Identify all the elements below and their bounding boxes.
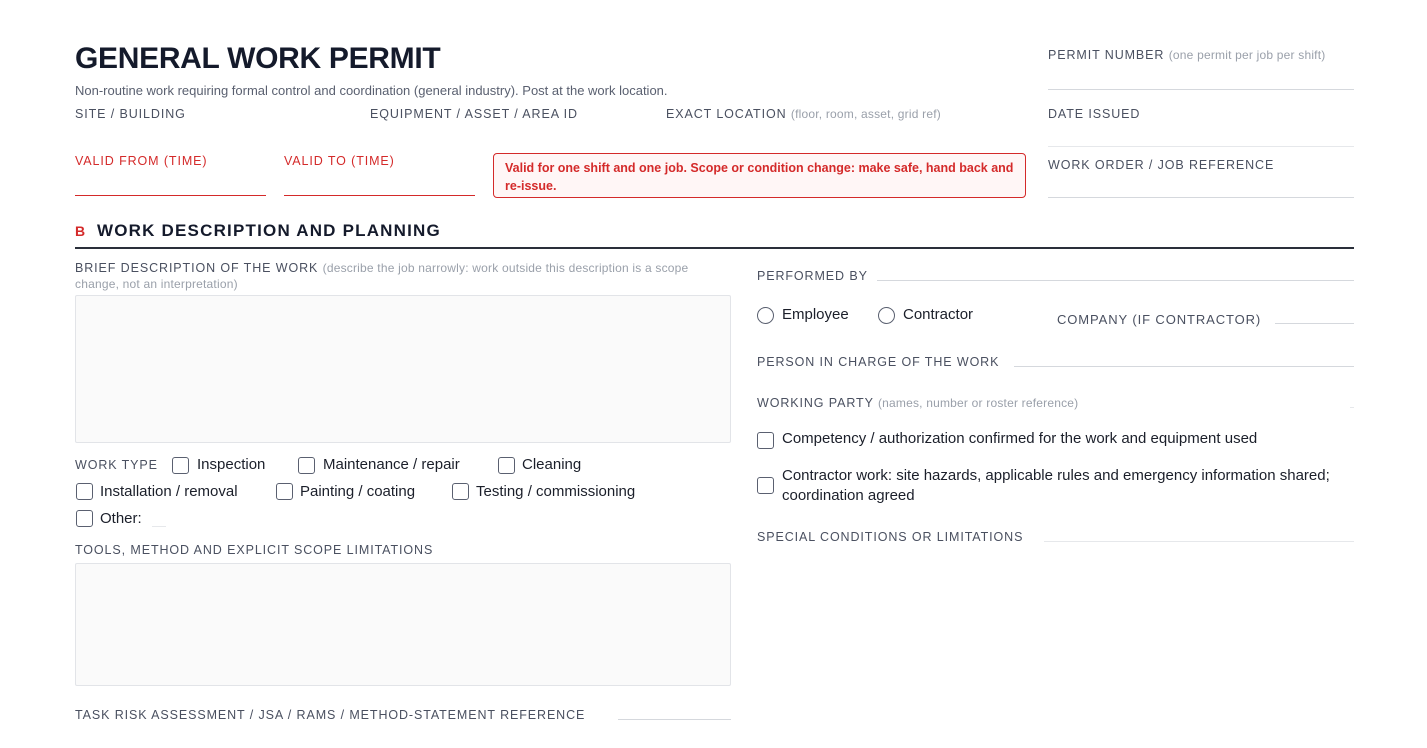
valid-to-field[interactable] bbox=[284, 195, 475, 196]
work-type-testing-checkbox[interactable] bbox=[452, 483, 469, 500]
work-type-cleaning-checkbox[interactable] bbox=[498, 457, 515, 474]
permit-number-field[interactable] bbox=[1048, 89, 1354, 90]
work-type-option: Testing / commissioning bbox=[476, 483, 636, 500]
work-order-field[interactable] bbox=[1048, 197, 1354, 198]
work-type-option: Installation / removal bbox=[100, 483, 238, 500]
work-type-other-checkbox[interactable] bbox=[76, 510, 93, 527]
contractor-coordination-label: Contractor work: site hazards, applicable rules and emergency information shared; coordination agreed bbox=[782, 467, 1330, 504]
working-party-field[interactable] bbox=[1350, 407, 1354, 408]
work-type-option: Other: bbox=[100, 510, 142, 527]
risk-assessment-label: TASK RISK ASSESSMENT / JSA / RAMS / METHOD-STATEMENT REFERENCE bbox=[75, 708, 586, 722]
special-conditions-label: SPECIAL CONDITIONS OR LIMITATIONS bbox=[757, 530, 1024, 544]
work-type-option: Inspection bbox=[197, 456, 266, 473]
company-field[interactable] bbox=[1275, 323, 1354, 324]
work-type-option: Maintenance / repair bbox=[323, 456, 460, 473]
contractor-coordination-checkbox[interactable] bbox=[757, 477, 774, 494]
tools-method-label: TOOLS, METHOD AND EXPLICIT SCOPE LIMITATIONS bbox=[75, 543, 434, 557]
permit-number-label: PERMIT NUMBER (one permit per job per shift) bbox=[1048, 48, 1326, 62]
location-label: EXACT LOCATION (floor, room, asset, grid ref) bbox=[666, 107, 941, 121]
competency-checkbox[interactable] bbox=[757, 432, 774, 449]
section-title: WORK DESCRIPTION AND PLANNING bbox=[97, 221, 441, 240]
performed-by-option: Contractor bbox=[903, 306, 974, 323]
employee-radio[interactable] bbox=[757, 307, 774, 324]
competency-check-label: Competency / authorization confirmed for the work and equipment used bbox=[782, 430, 1258, 447]
performed-by-label: PERFORMED BY bbox=[757, 269, 868, 283]
performed-by-option: Employee bbox=[782, 306, 849, 323]
valid-from-label: VALID FROM (TIME) bbox=[75, 154, 208, 168]
work-type-inspection-checkbox[interactable] bbox=[172, 457, 189, 474]
contractor-radio[interactable] bbox=[878, 307, 895, 324]
date-issued-label: DATE ISSUED bbox=[1048, 107, 1141, 121]
valid-from-field[interactable] bbox=[75, 195, 266, 196]
work-type-installation-checkbox[interactable] bbox=[76, 483, 93, 500]
section-divider bbox=[75, 247, 1354, 249]
special-conditions-field[interactable] bbox=[1044, 541, 1354, 542]
work-type-painting-checkbox[interactable] bbox=[276, 483, 293, 500]
brief-description-label: BRIEF DESCRIPTION OF THE WORK (describe the job narrowly: work outside this description is a scope change, not an interpretation) bbox=[75, 261, 689, 291]
performed-by-field[interactable] bbox=[877, 280, 1354, 281]
work-type-label: WORK TYPE bbox=[75, 458, 158, 472]
tools-method-input[interactable] bbox=[75, 563, 731, 686]
page-subtitle: Non-routine work requiring formal control and coordination (general industry). Post at the work location. bbox=[75, 83, 668, 98]
valid-to-label: VALID TO (TIME) bbox=[284, 154, 395, 168]
working-party-label: WORKING PARTY (names, number or roster reference) bbox=[757, 396, 1079, 410]
work-type-maintenance-checkbox[interactable] bbox=[298, 457, 315, 474]
person-in-charge-field[interactable] bbox=[1014, 366, 1354, 367]
brief-description-input[interactable] bbox=[75, 295, 731, 443]
work-order-label: WORK ORDER / JOB REFERENCE bbox=[1048, 158, 1275, 172]
site-label: SITE / BUILDING bbox=[75, 107, 186, 121]
date-issued-field[interactable] bbox=[1048, 146, 1354, 147]
section-letter: B bbox=[75, 223, 86, 239]
person-in-charge-label: PERSON IN CHARGE OF THE WORK bbox=[757, 355, 1000, 369]
work-type-option: Painting / coating bbox=[300, 483, 416, 500]
page-title: GENERAL WORK PERMIT bbox=[75, 42, 441, 75]
equipment-label: EQUIPMENT / ASSET / AREA ID bbox=[370, 107, 578, 121]
validity-notice: Valid for one shift and one job. Scope or condition change: make safe, hand back and re-issue. bbox=[493, 153, 1026, 198]
risk-assessment-field[interactable] bbox=[618, 719, 731, 720]
company-label: COMPANY (IF CONTRACTOR) bbox=[1057, 312, 1262, 327]
other-specify-field[interactable] bbox=[152, 526, 166, 527]
work-type-option: Cleaning bbox=[522, 456, 582, 473]
